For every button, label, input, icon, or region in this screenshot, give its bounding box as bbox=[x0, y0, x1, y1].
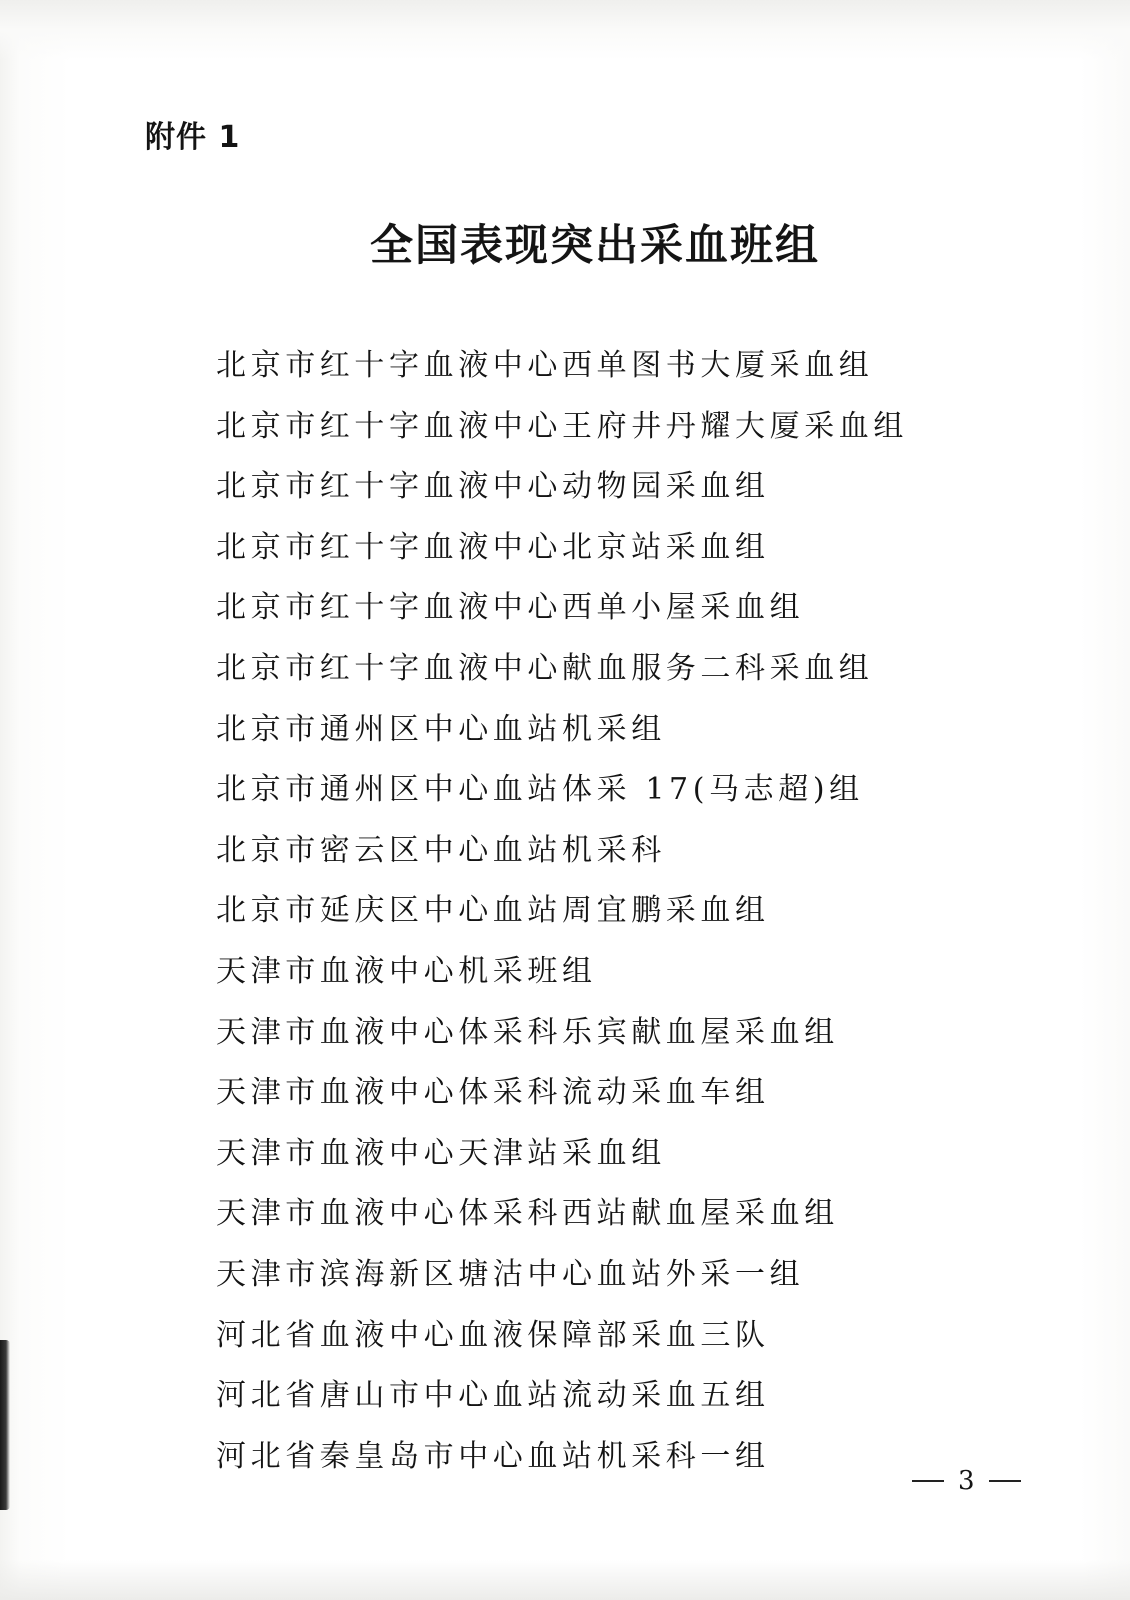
list-item: 天津市血液中心体采科西站献血屋采血组 bbox=[216, 1196, 839, 1232]
attachment-label: 附件 1 bbox=[145, 120, 241, 155]
list-item: 天津市血液中心机采班组 bbox=[216, 953, 597, 989]
list-item: 北京市红十字血液中心西单图书大厦采血组 bbox=[216, 348, 874, 383]
unit-list bbox=[216, 336, 908, 1487]
list-item: 北京市延庆区中心血站周宜鹏采血组 bbox=[216, 893, 770, 929]
scan-edge-mark bbox=[0, 1340, 10, 1510]
page-number-dash-right bbox=[989, 1480, 1021, 1482]
list-item: 天津市滨海新区塘沽中心血站外采一组 bbox=[216, 1256, 805, 1292]
list-item: 河北省血液中心血液保障部采血三队 bbox=[216, 1317, 770, 1353]
list-item: 天津市血液中心天津站采血组 bbox=[216, 1135, 666, 1171]
list-item: 北京市通州区中心血站体采 17(马志超)组 bbox=[216, 772, 864, 808]
page-number-dash-left bbox=[912, 1480, 944, 1482]
list-item: 河北省秦皇岛市中心血站机采科一组 bbox=[216, 1438, 770, 1474]
list-item: 北京市通州区中心血站机采组 bbox=[216, 711, 666, 747]
list-item: 河北省唐山市中心血站流动采血五组 bbox=[216, 1378, 770, 1414]
scan-top-shadow bbox=[0, 0, 1130, 60]
list-item: 天津市血液中心体采科乐宾献血屋采血组 bbox=[216, 1014, 839, 1050]
list-item: 北京市红十字血液中心献血服务二科采血组 bbox=[216, 650, 874, 686]
scan-bottom-edge bbox=[0, 1560, 1130, 1600]
list-item: 北京市密云区中心血站机采科 bbox=[216, 832, 666, 868]
page-number-value: 3 bbox=[958, 1466, 975, 1496]
list-item: 天津市血液中心体采科流动采血车组 bbox=[216, 1075, 770, 1111]
list-item: 北京市红十字血液中心北京站采血组 bbox=[216, 529, 770, 565]
document-title: 全国表现突出采血班组 bbox=[370, 221, 820, 271]
list-item: 北京市红十字血液中心动物园采血组 bbox=[216, 469, 770, 505]
page-number bbox=[912, 1466, 1021, 1496]
list-item: 北京市红十字血液中心王府井丹耀大厦采血组 bbox=[216, 408, 908, 444]
list-item: 北京市红十字血液中心西单小屋采血组 bbox=[216, 590, 805, 626]
